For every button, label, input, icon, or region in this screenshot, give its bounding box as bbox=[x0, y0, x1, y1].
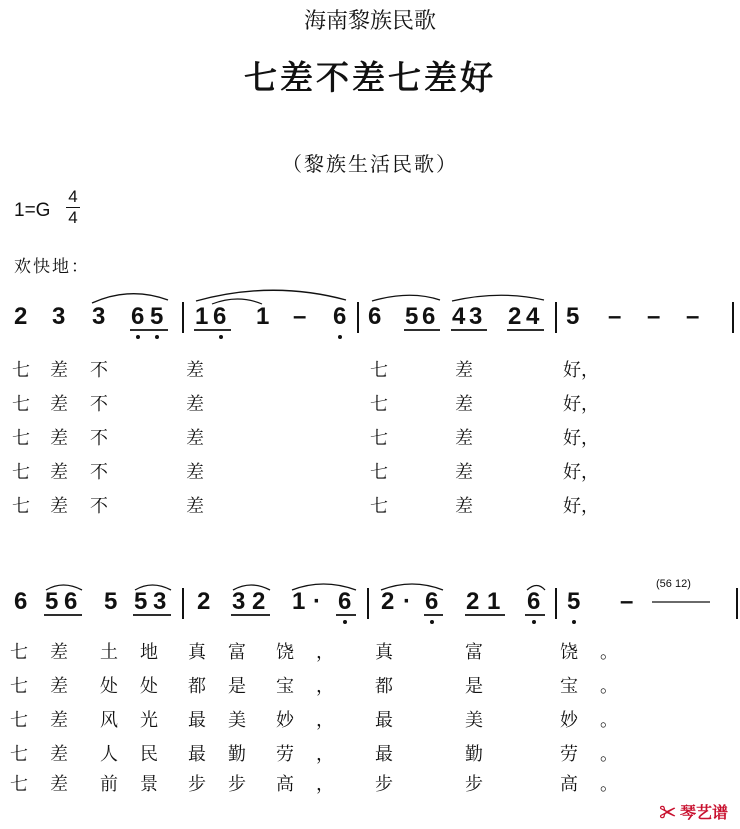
note: 6 bbox=[213, 303, 227, 330]
note: 3 bbox=[52, 303, 66, 330]
note: – bbox=[608, 303, 622, 330]
time-top: 4 bbox=[68, 187, 78, 206]
lyric-syllable: 妙。 bbox=[560, 710, 640, 731]
lyric-syllable: 差 bbox=[455, 428, 473, 449]
lyric-row bbox=[0, 356, 740, 380]
lyric-syllable: 是 bbox=[465, 676, 505, 697]
note: 4 bbox=[526, 303, 540, 330]
tempo-marking: 欢快地： bbox=[14, 257, 90, 277]
note: 5 bbox=[405, 303, 419, 330]
lyric-syllable: 不 bbox=[90, 428, 108, 449]
lyric-row bbox=[0, 770, 740, 794]
lyric-row bbox=[0, 424, 740, 448]
note: 6 bbox=[131, 303, 145, 330]
logo-text: 琴艺谱 bbox=[679, 805, 728, 822]
lyric-row bbox=[0, 390, 740, 414]
lyric-syllable: 七 bbox=[12, 462, 30, 483]
lyric-syllable: 高， bbox=[276, 774, 356, 795]
lyric-syllable: 七 bbox=[12, 394, 30, 415]
lyric-row bbox=[0, 672, 740, 696]
lyric-syllable: 美 bbox=[465, 710, 505, 731]
lyric-syllable: 不 bbox=[90, 394, 108, 415]
site-logo bbox=[660, 800, 728, 823]
note: 4 bbox=[452, 303, 466, 330]
lyric-syllable: 七 bbox=[370, 360, 388, 381]
lyric-syllable: 七 bbox=[370, 462, 388, 483]
note: – bbox=[686, 303, 700, 330]
lyric-syllable: 差 bbox=[50, 496, 68, 517]
lyric-syllable: 差 bbox=[50, 462, 68, 483]
lyric-syllable: 都 bbox=[375, 676, 415, 697]
lyric-syllable: 七差 bbox=[10, 774, 90, 795]
note: – bbox=[293, 303, 307, 330]
lyric-syllable: 最美 bbox=[188, 710, 268, 731]
lyric-syllable: 真富 bbox=[188, 642, 268, 663]
lyric-syllable: 人民 bbox=[100, 744, 180, 765]
lyric-syllable: 差 bbox=[186, 462, 204, 483]
lyric-syllable: 差 bbox=[186, 394, 204, 415]
lyric-syllable: 差 bbox=[455, 394, 473, 415]
note: 5 bbox=[150, 303, 164, 330]
lyric-syllable: 好， bbox=[563, 462, 599, 483]
note: 6 bbox=[338, 588, 352, 615]
lyric-syllable: 最勤 bbox=[188, 744, 268, 765]
note: 5 bbox=[134, 588, 148, 615]
lyric-row bbox=[0, 740, 740, 764]
lyric-syllable: 真 bbox=[375, 642, 415, 663]
lyric-syllable: 土地 bbox=[100, 642, 180, 663]
lyric-row bbox=[0, 492, 740, 516]
lyric-syllable: 七差 bbox=[10, 744, 90, 765]
lyric-syllable: 好， bbox=[563, 360, 599, 381]
lyric-syllable: 好， bbox=[563, 394, 599, 415]
lyric-syllable: 七差 bbox=[10, 642, 90, 663]
lyric-syllable: 勤 bbox=[465, 744, 505, 765]
lyric-syllable: 步步 bbox=[188, 774, 268, 795]
lyric-syllable: 高。 bbox=[560, 774, 640, 795]
song-title: 七差不差七差好 bbox=[244, 58, 496, 97]
lyric-syllable: 步 bbox=[465, 774, 505, 795]
logo-icon: ✂ bbox=[659, 805, 676, 822]
lyric-syllable: 最 bbox=[375, 710, 415, 731]
lyric-syllable: 七 bbox=[12, 360, 30, 381]
lyric-row bbox=[0, 706, 740, 730]
note: 3 bbox=[232, 588, 246, 615]
lyric-syllable: 步 bbox=[375, 774, 415, 795]
lyric-syllable: 宝， bbox=[276, 676, 356, 697]
note: 5 bbox=[567, 588, 581, 615]
note: 1 bbox=[195, 303, 209, 330]
note: 2 bbox=[381, 588, 395, 615]
lyric-syllable: 富 bbox=[465, 642, 505, 663]
lyric-syllable: 差 bbox=[50, 360, 68, 381]
note: 3 bbox=[92, 303, 106, 330]
lyric-syllable: 七 bbox=[370, 428, 388, 449]
note: 6 bbox=[333, 303, 347, 330]
lyric-syllable: 差 bbox=[455, 462, 473, 483]
note: 2 bbox=[252, 588, 266, 615]
note: 3 bbox=[469, 303, 483, 330]
note: 6 bbox=[422, 303, 436, 330]
lyric-syllable: 差 bbox=[455, 496, 473, 517]
lyric-syllable: 七 bbox=[370, 496, 388, 517]
small-ornament-note: (56 12) bbox=[656, 578, 691, 590]
lyric-row bbox=[0, 458, 740, 482]
song-genre: （黎族生活民歌） bbox=[282, 152, 458, 176]
note: 1 bbox=[292, 588, 306, 615]
time-bottom: 4 bbox=[68, 208, 78, 227]
lyric-syllable: 前景 bbox=[100, 774, 180, 795]
lyric-syllable: 劳， bbox=[276, 744, 356, 765]
note: 3 bbox=[153, 588, 167, 615]
note: 6 bbox=[64, 588, 78, 615]
lyric-syllable: 宝。 bbox=[560, 676, 640, 697]
key-signature: 1=G bbox=[14, 200, 51, 221]
lyric-syllable: 七差 bbox=[10, 676, 90, 697]
lyric-syllable: 风光 bbox=[100, 710, 180, 731]
note: – bbox=[647, 303, 661, 330]
song-origin: 海南黎族民歌 bbox=[303, 9, 436, 34]
lyric-syllable: 差 bbox=[186, 360, 204, 381]
lyric-syllable: 好， bbox=[563, 496, 599, 517]
lyric-syllable: 差 bbox=[50, 428, 68, 449]
lyric-row bbox=[0, 638, 740, 662]
note: · bbox=[313, 588, 321, 615]
note: 5 bbox=[45, 588, 59, 615]
note: 6 bbox=[527, 588, 541, 615]
lyric-syllable: 七 bbox=[12, 428, 30, 449]
lyric-syllable: 不 bbox=[90, 462, 108, 483]
lyric-syllable: 最 bbox=[375, 744, 415, 765]
note: 2 bbox=[508, 303, 522, 330]
lyric-syllable: 差 bbox=[186, 428, 204, 449]
note: 6 bbox=[368, 303, 382, 330]
lyric-syllable: 七 bbox=[370, 394, 388, 415]
note: 1 bbox=[256, 303, 270, 330]
lyric-syllable: 七差 bbox=[10, 710, 90, 731]
note: 6 bbox=[425, 588, 439, 615]
lyric-syllable: 差 bbox=[50, 394, 68, 415]
note: 6 bbox=[14, 588, 28, 615]
note: 5 bbox=[566, 303, 580, 330]
lyric-syllable: 不 bbox=[90, 360, 108, 381]
note: 5 bbox=[104, 588, 118, 615]
note: 2 bbox=[466, 588, 480, 615]
note: – bbox=[620, 588, 634, 615]
lyric-syllable: 差 bbox=[455, 360, 473, 381]
lyric-syllable: 七 bbox=[12, 496, 30, 517]
lyric-syllable: 不 bbox=[90, 496, 108, 517]
lyric-syllable: 劳。 bbox=[560, 744, 640, 765]
lyric-syllable: 妙， bbox=[276, 710, 356, 731]
lyric-syllable: 处处 bbox=[100, 676, 180, 697]
lyric-syllable: 都是 bbox=[188, 676, 268, 697]
lyric-syllable: 饶， bbox=[276, 642, 356, 663]
note: 1 bbox=[487, 588, 501, 615]
lyric-syllable: 差 bbox=[186, 496, 204, 517]
note: · bbox=[403, 588, 411, 615]
lyric-syllable: 饶。 bbox=[560, 642, 640, 663]
note: 2 bbox=[14, 303, 28, 330]
note: 2 bbox=[197, 588, 211, 615]
lyric-syllable: 好， bbox=[563, 428, 599, 449]
